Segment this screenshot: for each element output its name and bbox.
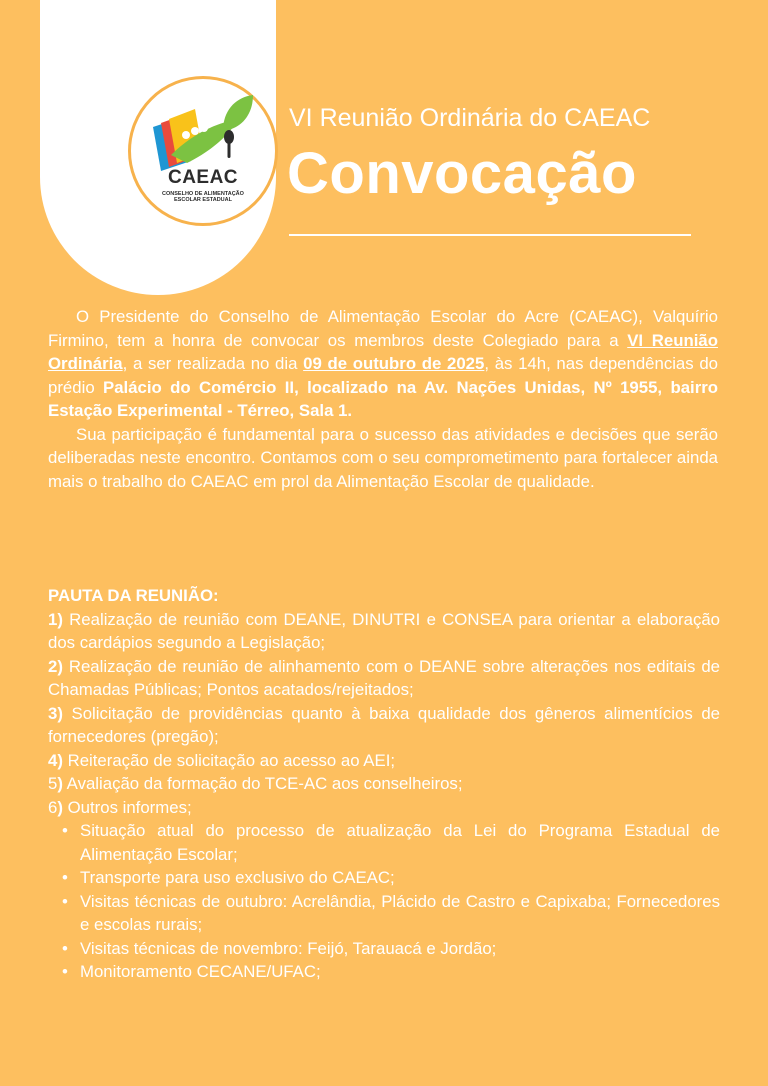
intro-section	[48, 305, 718, 493]
agenda-item-text: Outros informes;	[62, 797, 192, 817]
agenda-item-text: Realização de reunião com DEANE, DINUTRI e CONSEA para orientar a elaboração dos cardápios segundo a Legislação;	[48, 609, 720, 652]
agenda-item	[48, 749, 720, 773]
agenda-item	[48, 655, 720, 702]
list-item: • Visitas técnicas de outubro: Acrelândia, Plácido de Castro e Capixaba; Fornecedores e escolas rurais;	[80, 890, 720, 937]
title-divider	[289, 234, 691, 236]
list-item: • Monitoramento CECANE/UFAC;	[80, 960, 720, 984]
meeting-place: Palácio do Comércio II, localizado na Av. Nações Unidas, Nº 1955, bairro Estação Experimental - Térreo, Sala 1.	[48, 377, 719, 420]
logo-badge	[128, 76, 278, 226]
logo-tagline: CONSELHO DE ALIMENTAÇÃO ESCOLAR ESTADUAL	[162, 191, 244, 203]
intro-text-c: , às 14h, nas dependências do prédio	[48, 354, 718, 397]
agenda-heading: PAUTA DA REUNIÃO:	[48, 586, 219, 605]
list-item: • Visitas técnicas de novembro: Feijó, Tarauacá e Jordão;	[80, 937, 720, 961]
agenda-item-paren: )	[57, 797, 63, 817]
agenda-section	[48, 584, 720, 984]
page-title: Convocação	[287, 141, 637, 206]
logo-panel	[40, 0, 276, 295]
agenda-item-number: 2)	[48, 656, 63, 676]
agenda-item-text: Reiteração de solicitação ao acesso ao AEI;	[62, 750, 396, 770]
agenda-item	[48, 608, 720, 655]
agenda-item	[48, 702, 720, 749]
agenda-item-text: Avaliação da formação do TCE-AC aos conselheiros;	[62, 774, 463, 793]
intro-text-a: O Presidente do Conselho de Alimentação Escolar do Acre (CAEAC), Valquírio Firmino, tem a honra de convocar os membros deste Colegiado para a	[48, 307, 718, 350]
intro-text-b: , a ser realizada no dia	[122, 354, 304, 373]
other-notices-list	[48, 819, 720, 984]
logo-name: CAEAC	[167, 167, 239, 188]
agenda-item-text: Realização de reunião de alinhamento com o DEANE sobre alterações nos editais de Chamadas Públicas; Pontos acatados/rejeitados;	[48, 656, 720, 699]
agenda-item	[48, 772, 720, 796]
meeting-name: VI Reunião Ordinária	[48, 330, 718, 373]
agenda-item-text: Solicitação de providências quanto à baixa qualidade dos gêneros alimentícios de fornecedores (pregão);	[48, 703, 720, 746]
agenda-item-paren: )	[57, 774, 63, 793]
list-item: • Transporte para uso exclusivo do CAEAC;	[80, 866, 720, 890]
intro-paragraph-2: Sua participação é fundamental para o sucesso das atividades e decisões que serão deliberadas neste encontro. Contamos com o seu comprometimento para fortalecer ainda mais o trabalho do CAEAC em prol da Alimentação Escolar de qualidade.	[48, 424, 718, 491]
agenda-item-number: 4)	[48, 750, 63, 770]
meeting-subtitle: VI Reunião Ordinária do CAEAC	[289, 104, 651, 132]
agenda-item-number: 3)	[48, 703, 63, 723]
agenda-item-number: 6	[48, 797, 58, 817]
agenda-item	[48, 796, 720, 820]
list-item: • Situação atual do processo de atualização da Lei do Programa Estadual de Alimentação Escolar;	[80, 819, 720, 866]
meeting-date: 09 de outubro de 2025	[303, 354, 485, 373]
agenda-item-number: 5	[48, 774, 58, 793]
intro-paragraph-1	[48, 305, 718, 423]
agenda-item-number: 1)	[48, 609, 63, 629]
